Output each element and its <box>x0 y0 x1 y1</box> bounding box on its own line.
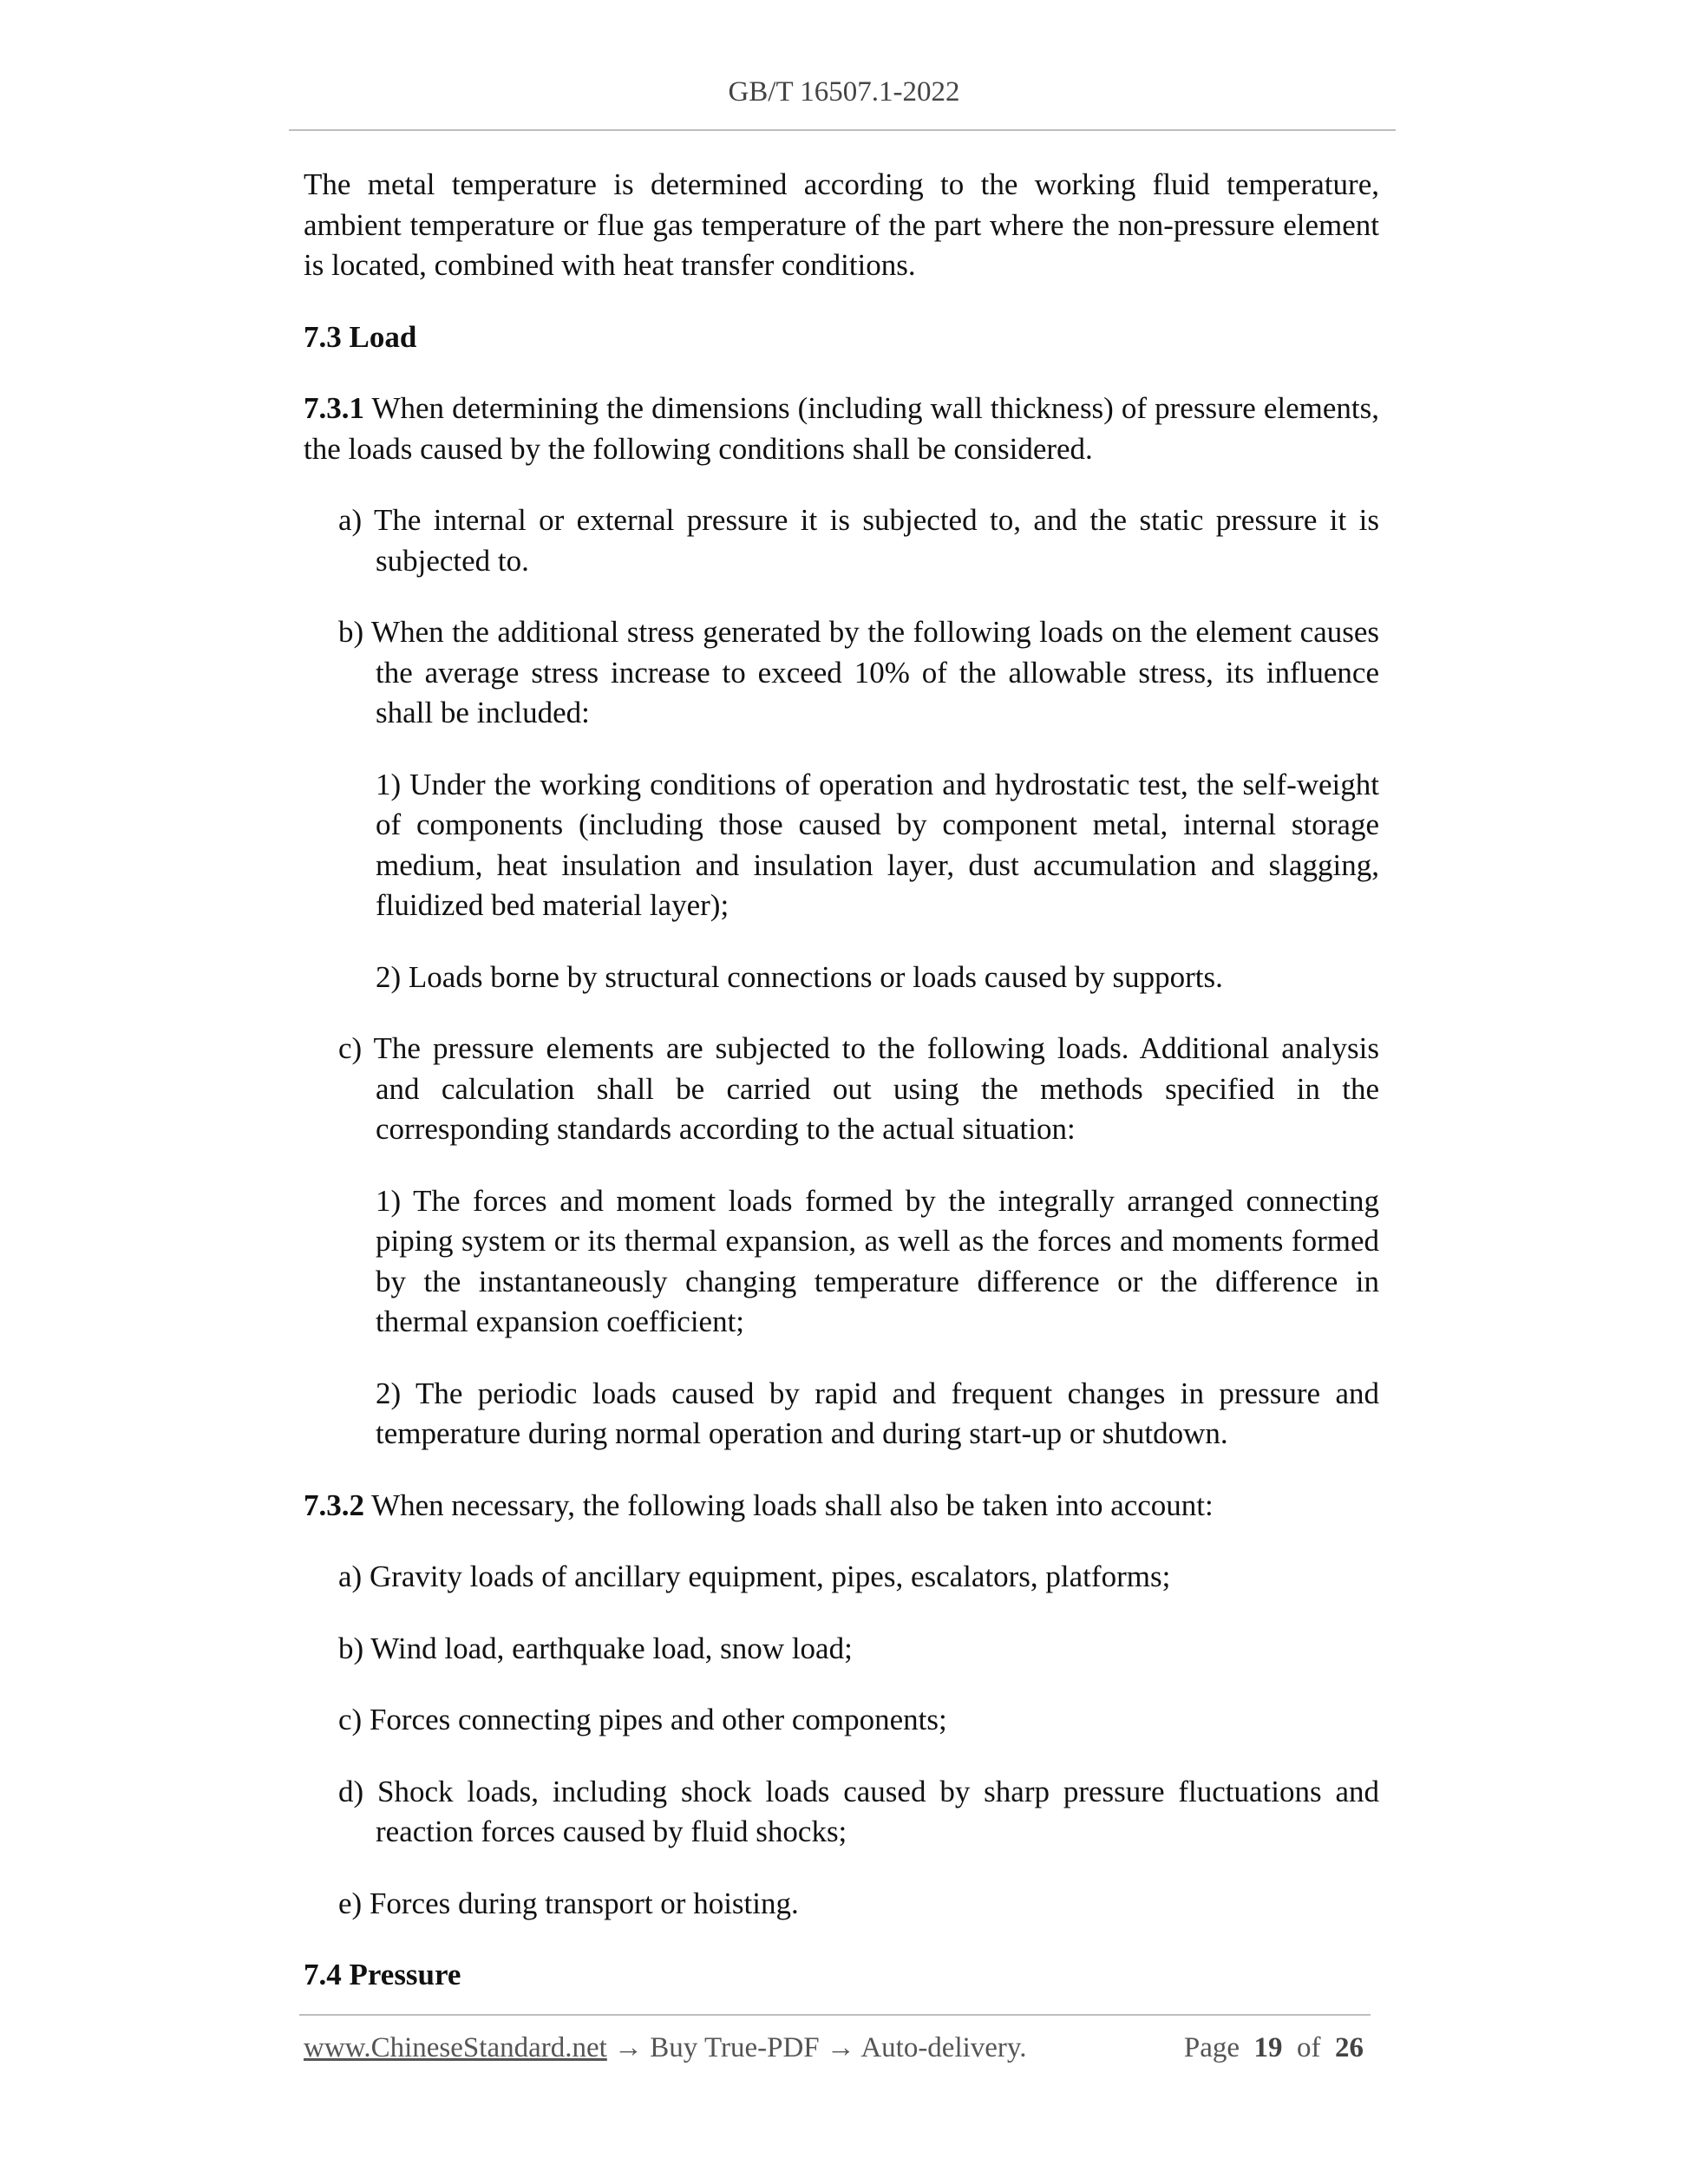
clause-7-3-1-item-b: b) When the additional stress generated by the following loads on the element causes the average stress increase to exceed 10% of the allowable stress, its influence shall be included: <box>338 615 1379 729</box>
footer-divider <box>299 2014 1371 2016</box>
clause-7-3-1-item-b-1: 1) Under the working conditions of operation and hydrostatic test, the self-weight of components (including those caused by component metal, internal storage medium, heat insulation and insulation layer, dust accumulation and slagging, fluidized bed material layer); <box>376 767 1379 922</box>
clause-7-3-2-number: 7.3.2 <box>304 1488 364 1522</box>
clause-7-3-2-item-c: c) Forces connecting pipes and other components; <box>338 1703 947 1736</box>
section-7-4-heading: 7.4 Pressure <box>304 1958 461 1991</box>
clause-7-3-2-item-e: e) Forces during transport or hoisting. <box>338 1886 799 1920</box>
clause-7-3-2-item-d: d) Shock loads, including shock loads caused by sharp pressure fluctuations and reaction forces caused by fluid shocks; <box>338 1774 1379 1848</box>
page-content <box>304 165 1379 2027</box>
clause-7-3-1-item-c-2: 2) The periodic loads caused by rapid and frequent changes in pressure and temperature during normal operation and during start-up or shutdown. <box>376 1376 1379 1450</box>
clause-7-3-1-text: When determining the dimensions (including wall thickness) of pressure elements, the loads caused by the following conditions shall be considered. <box>304 391 1379 466</box>
document-standard-code: GB/T 16507.1-2022 <box>728 76 960 108</box>
clause-7-3-1-item-c: c) The pressure elements are subjected to the following loads. Additional analysis and calculation shall be carried out using the methods specified in the corresponding standards according to the actual situation: <box>338 1031 1379 1146</box>
buy-true-pdf-text: Buy True-PDF <box>650 2032 820 2063</box>
arrow-right-icon: → <box>819 2032 861 2063</box>
clause-7-3-2-item-a: a) Gravity loads of ancillary equipment, pipes, escalators, platforms; <box>338 1560 1171 1593</box>
page-footer <box>304 2032 1371 2064</box>
clause-7-3-1-item-c-1: 1) The forces and moment loads formed by the integrally arranged connecting piping system or its thermal expansion, as well as the forces and moments formed by the instantaneously changing temperature difference or the difference in thermal expansion coefficient; <box>376 1183 1379 1338</box>
arrow-right-icon: → <box>606 2032 651 2063</box>
page-of-label: of <box>1297 2032 1321 2063</box>
clause-7-3-1-item-b-2: 2) Loads borne by structural connections or loads caused by supports. <box>376 959 1223 994</box>
current-page-number: 19 <box>1253 2032 1283 2063</box>
clause-7-3-2 <box>304 1486 1379 1527</box>
clause-7-3-1-number: 7.3.1 <box>304 391 364 425</box>
header-divider <box>289 129 1396 131</box>
page-label: Page <box>1183 2032 1240 2063</box>
intro-paragraph: The metal temperature is determined according to the working fluid temperature, ambient temperature or flue gas temperature of the part where the non-pressure element is located, combined with heat transfer conditions. <box>304 167 1379 282</box>
clause-7-3-2-text: When necessary, the following loads shall also be taken into account: <box>364 1488 1214 1522</box>
clause-7-3-2-item-b: b) Wind load, earthquake load, snow load; <box>338 1631 853 1665</box>
auto-delivery-text: Auto-delivery. <box>860 2032 1027 2063</box>
section-7-3-heading: 7.3 Load <box>304 319 417 354</box>
clause-7-3-1-item-a: a) The internal or external pressure it is subjected to, and the static pressure it is subjected to. <box>338 503 1379 578</box>
page-indicator <box>1184 2032 1364 2064</box>
total-page-count: 26 <box>1335 2032 1364 2063</box>
clause-7-3-1 <box>304 389 1379 469</box>
chinese-standard-link[interactable]: www.ChineseStandard.net <box>304 2032 607 2063</box>
